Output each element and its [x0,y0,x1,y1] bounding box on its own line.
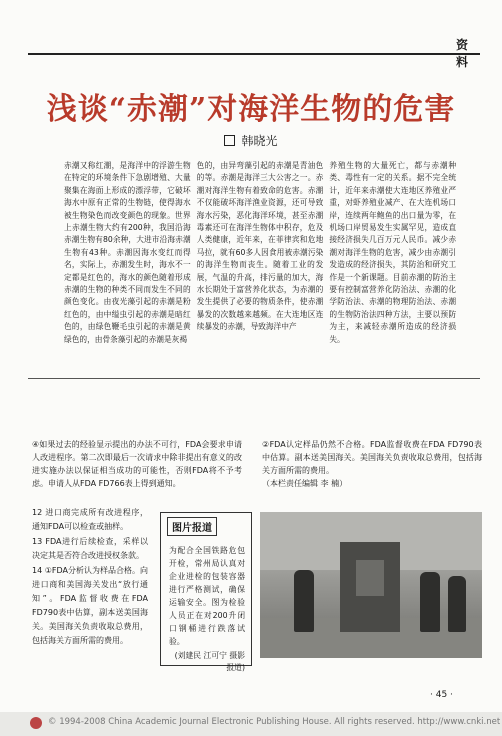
column-text: 赤潮又称红潮，是海洋中的浮游生物在特定的环境条件下急剧增殖、大量聚集在海面上形成的漂浮带，它破坏海水中原有正常的生物链，使得海水被生物染色而改变颜色的现象。世界上赤潮生物大约有200种，我国沿海赤潮生物有80余种，大进市沿海赤潮生物有43种。赤潮因海水变红而得名，实际上，赤潮发生时，海水不一定都是红色的，海水的颜色随着形成赤潮的生物的种类不同而发生不同的颜色变化。由夜光藻引起的赤潮是粉红色的，由中缢虫引起的赤潮是暗红色的，由绿色鞭毛虫引起的赤潮是黄绿色的，由骨条藻引起的赤潮是灰褐 [64,161,191,344]
procedure-steps [32,506,148,649]
photo-report-body: 为配合全国铁路危包开检，常州局认真对企业进检的包装容器进行严格测试，确保运输安全。图为检验人员正在对200升闭口钢桶进行跌落试验。 [169,546,245,646]
copyright-text: © 1994-2008 China Academic Journal Electronic Publishing House. All rights reserved. http://www.cnki.net [48,717,501,727]
notice-right-text: ②FDA认定样品仍然不合格。FDA监督收费在FDA FD790表中估算。副本送美国海关。美国海关负责收取总费用，包括海关方面所需的费用。 [262,440,482,475]
article-column-1 [64,160,191,370]
step-14: 14 ①FDA分析认为样品合格。向进口商和美国海关发出“放行通知”。FDA监督收费在FDA FD790表中估算，副本送美国海关。美国海关负责收取总费用，包括海关方面所需的费用。 [32,566,148,645]
photo-report-box [160,512,252,672]
page-number: · 45 · [430,690,453,700]
author-box-icon [224,135,235,146]
cnki-logo-icon [30,717,42,729]
notice-left [32,438,242,490]
article-column-2 [197,160,324,370]
notice-left-text: ④如果过去的经验显示提出的办法不可行，FDA会要求申请人改进程序。第二次即最后一次请求中除非提出有意义的改进实施办法以保证相当成功的可能性，否则FDA将不予考虑。申请人从FDA FD766表上得到通知。 [32,440,242,488]
article-column-3 [329,160,456,370]
article-author [0,132,502,149]
barrel-drop-test-photo [260,512,482,658]
author-name: 韩晓光 [241,134,278,148]
column-text: 色的，由异弯藻引起的赤潮是青油色的等。赤潮是海洋三大公害之一。赤潮对海洋生物有着致命的危害。赤潮不仅能破坏海洋渔业资源，还可导致海水污染，恶化海洋环境，甚至赤潮毒素还可在海洋生物体中积存，危及人类健康，近年来，在菲律宾和危地马拉，就有60多人因食用被赤潮污染的海洋生物而丧生。随着工业的发展，气温的升高，排污量的加大，海水长期处于富营养化状态，为赤潮的发生提供了必要的物质条件，使赤潮暴发的次数越来越频。在大连地区连续暴发的赤潮，导致海洋中产 [196,161,324,332]
notice-right [262,438,482,490]
photo-report-credit: (刘建民 江可宁 摄影报道) [174,651,245,672]
section-divider [28,378,480,379]
inspector-figure [448,576,466,632]
column-text: 养殖生物的大量死亡，都与赤潮种类、毒性有一定的关系。据不完全统计，近年来赤潮使大连地区养殖业严重，对虾养殖业减产、在大连机场口岸，连续两年鲍鱼的出口量为零，在机场口岸贸易发生实属罕见，造成直接经济损失几百万元人民币。减少赤潮对海洋生物的危害，减少由赤潮引发造成的经济损失，其防治和研究工作是一个新课题。目前赤潮的防治主要有控制富营养化防治法、赤潮的化学防治法、赤潮的物理防治法、赤潮的生物防治法四种方法，主要以预防为主，来减轻赤潮所造成的经济损失。 [329,161,457,344]
inspector-figure [420,572,440,632]
article-title: 浅谈“赤潮”对海洋生物的危害 [46,92,456,127]
photo-report-heading: 图片报道 [167,517,217,536]
step-12: 12 进口商完成所有改进程序，通知FDA可以检查或抽样。 [32,508,148,531]
step-13: 13 FDA进行后续检查，采样以决定其是否符合改进授权条款。 [32,537,148,560]
barrel [356,560,384,596]
inspector-figure [294,570,314,632]
editor-credit: （本栏责任编辑 李 楠） [262,479,348,488]
header-rule [28,53,480,55]
section-label: 资 料 [455,38,482,69]
footer-bar [0,712,502,736]
article-body [64,160,456,370]
